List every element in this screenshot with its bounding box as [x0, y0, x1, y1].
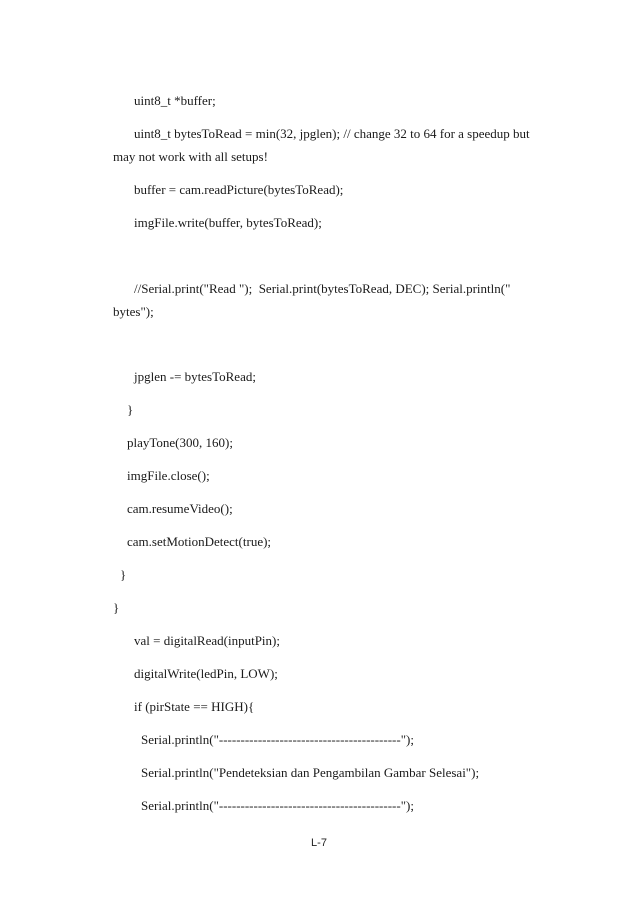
code-line: playTone(300, 160);	[127, 435, 233, 450]
code-line: uint8_t bytesToRead = min(32, jpglen); // change 32 to 64 for a speedup but	[134, 126, 530, 141]
code-line: imgFile.close();	[127, 468, 210, 483]
code-line: }	[113, 600, 120, 615]
code-line: val = digitalRead(inputPin);	[134, 633, 280, 648]
code-line: if (pirState == HIGH){	[134, 699, 255, 714]
code-line: }	[120, 567, 127, 582]
code-line: uint8_t *buffer;	[134, 93, 216, 108]
code-line: buffer = cam.readPicture(bytesToRead);	[134, 182, 344, 197]
code-line: //Serial.print("Read "); Serial.print(bytesToRead, DEC); Serial.println("	[134, 281, 511, 296]
code-line: Serial.println("------------------------------------------");	[141, 798, 414, 813]
code-line: bytes");	[113, 304, 154, 319]
code-line: digitalWrite(ledPin, LOW);	[134, 666, 278, 681]
code-line: cam.setMotionDetect(true);	[127, 534, 272, 549]
code-line: Serial.println("Pendeteksian dan Pengambilan Gambar Selesai");	[141, 765, 480, 780]
code-line: imgFile.write(buffer, bytesToRead);	[134, 215, 322, 230]
code-line: may not work with all setups!	[113, 149, 268, 164]
code-line: jpglen -= bytesToRead;	[134, 369, 256, 384]
code-line: cam.resumeVideo();	[127, 501, 233, 516]
code-line: }	[127, 402, 134, 417]
page-number: L-7	[311, 837, 327, 849]
code-line: Serial.println("------------------------------------------");	[141, 732, 414, 747]
